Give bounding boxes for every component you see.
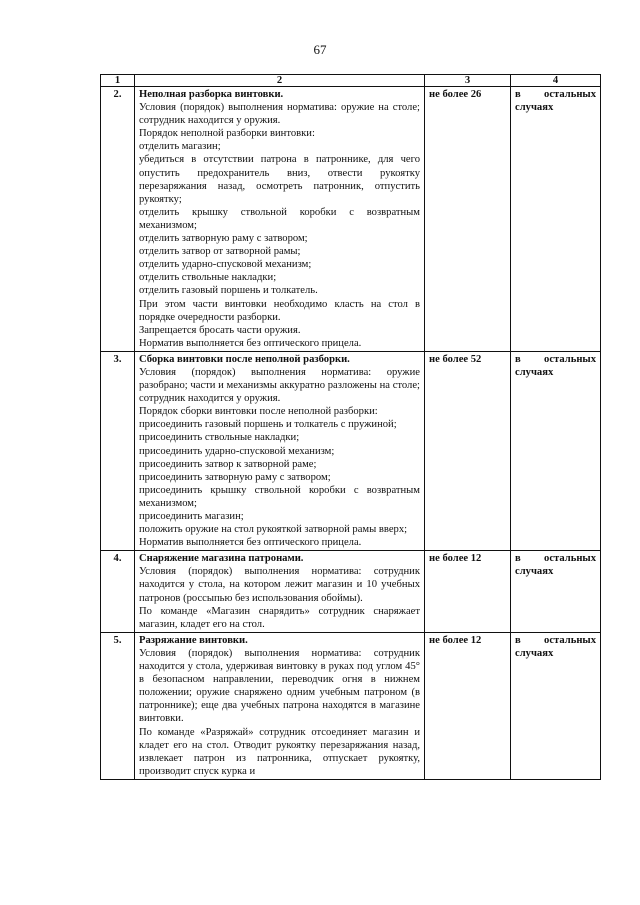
- exercise-description: [135, 351, 425, 550]
- conditions-cell: [511, 351, 601, 550]
- description-line: убедиться в отсутствии патрона в патроннике, для чего опустить предохранитель вниз, отвести рукоятку перезаряжания назад, осмотреть патронник, отпустить рукоятку;: [139, 154, 420, 205]
- description-line: По команде «Разряжай» сотрудник отсоединяет магазин и кладет его на стол. Отводит рукоятку перезаряжания назад, извлекает патрон из патронника, отпускает рукоятку, производит спуск курка и: [139, 726, 420, 777]
- description-line: отделить крышку ствольной коробки с возвратным механизмом;: [139, 206, 420, 231]
- table-row: [101, 351, 601, 550]
- description-line: Условия (порядок) выполнения норматива: оружие на столе; сотрудник находится у оружия.: [139, 102, 420, 127]
- description-line: присоединить газовый поршень и толкатель с пружиной;: [139, 419, 397, 431]
- description-line: присоединить ударно-спусковой механизм;: [139, 445, 335, 457]
- column-header: 4: [511, 75, 601, 87]
- conditions-text: в остальных: [515, 89, 596, 100]
- row-number: 5.: [101, 632, 135, 779]
- row-number: 4.: [101, 551, 135, 633]
- description-line: положить оружие на стол рукояткой затворной рамы вверх;: [139, 524, 408, 536]
- description-line: Порядок сборки винтовки после неполной разборки:: [139, 406, 378, 418]
- conditions-text: случаях: [515, 102, 554, 114]
- time-standard: не более 26: [425, 87, 511, 352]
- description-line: отделить ствольные накладки;: [139, 272, 277, 284]
- description-line: присоединить магазин;: [139, 511, 244, 522]
- description-line: отделить затворную раму с затвором;: [139, 233, 308, 245]
- conditions-text: в остальных: [515, 553, 596, 565]
- conditions-text: случаях: [515, 647, 554, 659]
- description-line: По команде «Магазин снарядить» сотрудник снаряжает магазин, кладет его на стол.: [139, 605, 420, 630]
- page-number: 67: [313, 42, 327, 57]
- table-row: [101, 632, 601, 779]
- exercise-description: [135, 87, 425, 352]
- exercise-title: Сборка винтовки после неполной разборки.: [139, 353, 350, 365]
- table-row: [101, 551, 601, 633]
- description-line: отделить газовый поршень и толкатель.: [139, 285, 318, 297]
- column-header: 3: [425, 75, 511, 87]
- conditions-cell: [511, 551, 601, 633]
- exercise-title: Разряжание винтовки.: [139, 634, 248, 646]
- description-line: присоединить затворную раму с затвором;: [139, 471, 331, 483]
- description-line: Запрещается бросать части оружия.: [139, 324, 301, 336]
- description-line: отделить затвор от затворной рамы;: [139, 246, 301, 258]
- conditions-cell: [511, 632, 601, 779]
- time-standard: не более 12: [425, 551, 511, 633]
- exercise-title: Снаряжение магазина патронами.: [139, 553, 304, 565]
- description-line: отделить магазин;: [139, 141, 221, 153]
- conditions-text: случаях: [515, 366, 554, 378]
- conditions-text: в остальных: [515, 634, 596, 646]
- conditions-text: случаях: [515, 566, 554, 578]
- column-header: 1: [101, 75, 135, 87]
- row-number: 2.: [101, 87, 135, 352]
- row-number: 3.: [101, 351, 135, 550]
- description-line: Норматив выполняется без оптического прицела.: [139, 337, 362, 349]
- description-line: присоединить ствольные накладки;: [139, 432, 300, 444]
- table-row: [101, 87, 601, 352]
- conditions-text: в остальных: [515, 353, 596, 365]
- description-line: Условия (порядок) выполнения норматива: сотрудник находится у стола, на котором лежит магазин и 10 учебных патронов (россыпью без использования обоймы).: [139, 566, 420, 604]
- exercise-description: [135, 551, 425, 633]
- standards-table: [100, 74, 601, 780]
- description-line: присоединить крышку ствольной коробки с возвратным механизмом;: [139, 484, 420, 509]
- conditions-cell: [511, 87, 601, 352]
- table-header-row: [101, 75, 601, 87]
- description-line: Условия (порядок) выполнения норматива: оружие разобрано; части и механизмы аккуратно разложены на столе; сотрудник находится у оружия.: [139, 366, 420, 405]
- description-line: При этом части винтовки необходимо класть на стол в порядке очередности разборки.: [139, 298, 420, 323]
- description-line: Условия (порядок) выполнения норматива: сотрудник находится у стола, удерживая винтовку в руках под углом 45° в безопасном направлении, переводчик огня в нижнем положении; оружие снаряжено одним учебным патроном (в патроннике); еще два учебных патрона находятся в магазине винтовки.: [139, 647, 420, 725]
- exercise-title: Неполная разборка винтовки.: [139, 89, 284, 100]
- column-header: 2: [135, 75, 425, 87]
- time-standard: не более 52: [425, 351, 511, 550]
- description-line: Порядок неполной разборки винтовки:: [139, 128, 315, 140]
- exercise-description: [135, 632, 425, 779]
- description-line: отделить ударно-спусковой механизм;: [139, 259, 312, 271]
- time-standard: не более 12: [425, 632, 511, 779]
- description-line: присоединить затвор к затворной раме;: [139, 458, 317, 470]
- description-line: Норматив выполняется без оптического прицела.: [139, 537, 362, 549]
